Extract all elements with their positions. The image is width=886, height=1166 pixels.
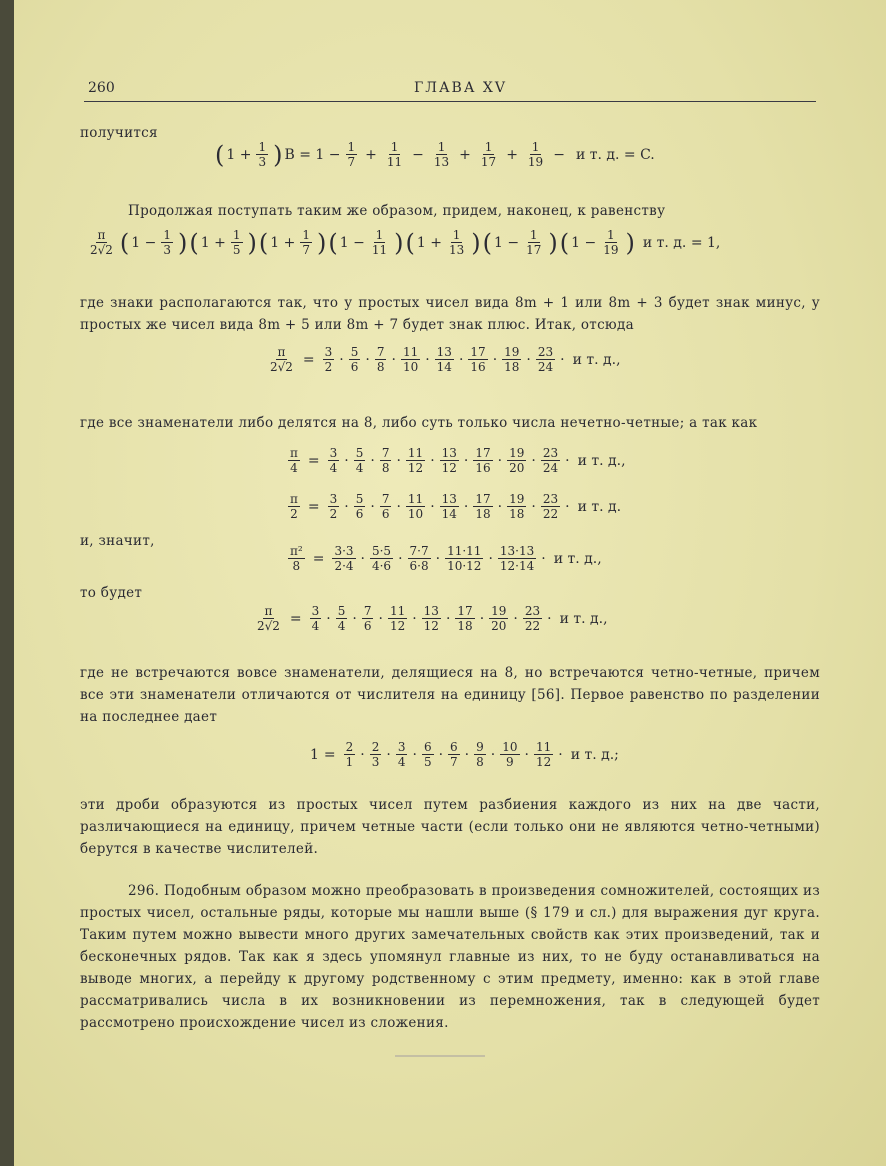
- equation-8: 1 = $\frac{2}{1}$ · $\frac{2}{3}$ · $\frac{3}{4}$ · $\frac{6}{5}$ · $\frac{6}{7}$ · $\frac{9}{8}$ · $\frac{10}{9}$ · $\frac{11}{12}$ · и т. д.;: [310, 740, 619, 769]
- equation-7: $\frac{\pi}{2√2}$ = $\frac{3}{4}$ · $\frac{5}{4}$ · $\frac{7}{6}$ · $\frac{11}{12}$ · $\frac{13}{12}$ · $\frac{17}{18}$ · $\frac{19}{20}$ · $\frac{23}{22}$ · и т. д.,: [257, 604, 608, 633]
- page-edge: [0, 0, 14, 1166]
- running-head: ГЛАВА XV: [414, 80, 507, 96]
- text-line: и, значит,: [80, 533, 155, 549]
- fraction: $\frac{1}{3}$: [258, 140, 267, 169]
- equation-5: $\frac{\pi}{2}$ = $\frac{3}{2}$ · $\frac{5}{6}$ · $\frac{7}{6}$ · $\frac{11}{10}$ · $\frac{13}{14}$ · $\frac{17}{18}$ · $\frac{19}{18}$ · $\frac{23}{22}$ · и т. д.: [290, 492, 622, 521]
- ink-mark: [395, 1055, 485, 1057]
- page-number: 260: [88, 80, 115, 96]
- equation-1: ( 1 + $\frac{1}{3}$ ) B = 1 − $\frac{1}{7}$ + $\frac{1}{11}$ − $\frac{1}{13}$ + $\frac{1}{17}$ + $\frac{1}{19}$ − и т. д. = C.: [215, 140, 655, 169]
- equation-tail: и т. д.: [577, 498, 622, 515]
- equation-tail: и т. д. = C.: [575, 146, 655, 163]
- text-line: Продолжая поступать таким же образом, придем, наконец, к равенству: [128, 203, 666, 219]
- paragraph: эти дроби образуются из простых чисел путем разбиения каждого из них на две части, различающиеся на единицу, причем четные части (если только они не являются четно-четными) берутся в качестве числителей.: [80, 797, 820, 857]
- equation-tail: и т. д.,: [559, 610, 608, 627]
- text-line: то будет: [80, 585, 143, 601]
- paragraph-296: 296. Подобным образом можно преобразовать в произведения сомножителей, состоящих из простых чисел, остальные ряды, которые мы нашли выше (§ 179 и сл.) для выражения дуг круга. Таким путем можно вывести много других замечательных свойств как этих произведений, так и бесконечных рядов. Так как я здесь упомянул главные из них, то не буду останавливаться на выводе многих, а перейду к другому родственному с этим предмету, именно: как в этой главе рассматривались числа в их возникновении из перемножения, так в следующей будет рассмотрено происхождение чисел из сложения.: [80, 883, 820, 1031]
- text-line: получится: [80, 125, 158, 141]
- header-rule: [84, 101, 816, 102]
- equation-3: $\frac{\pi}{2√2}$ = $\frac{3}{2}$ · $\frac{5}{6}$ · $\frac{7}{8}$ · $\frac{11}{10}$ · $\frac{13}{14}$ · $\frac{17}{16}$ · $\frac{19}{18}$ · $\frac{23}{24}$ · и т. д.,: [270, 345, 621, 374]
- equation-6: $\frac{\text{π²}}{8}$ = $\frac{3\cdot 3}{2\cdot 4}$ · $\frac{5\cdot 5}{4\cdot 6}$ · $\frac{7\cdot 7}{6\cdot 8}$ · $\frac{11\cdot 11}{10\cdot 12}$ · $\frac{13\cdot 13}{12\cdot 14}$ · и т. д.,: [290, 544, 602, 573]
- equation-tail: и т. д.,: [577, 452, 626, 469]
- equation-tail: и т. д.,: [572, 351, 621, 368]
- equation-tail: и т. д. = 1,: [642, 234, 721, 251]
- page-header: [84, 80, 816, 102]
- paragraph: где знаки располагаются так, что у простых чисел вида 8m + 1 или 8m + 3 будет знак минус, у простых же чисел вида 8m + 5 или 8m + 7 будет знак плюс. Итак, отсюда: [80, 295, 820, 333]
- equation-2: $\frac{\pi}{2√2}$ ( 1 − $\frac{1}{3}$ ) ( 1 + $\frac{1}{5}$ ) ( 1 + $\frac{1}{7}$ ) ( 1 − $\frac{1}{11}$ ) ( 1 + $\frac{1}{13}$ ) ( 1 − $\frac{1}{17}$ ) ( 1 − $\frac{1}{19}$ ) и т. д. = 1,: [90, 228, 721, 257]
- equation-tail: и т. д.,: [553, 550, 602, 567]
- equation-tail: и т. д.;: [570, 746, 619, 763]
- paragraph: где не встречаются вовсе знаменатели, делящиеся на 8, но встречаются четно-четные, причем все эти знаменатели отличаются от числителя на единицу [56]. Первое равенство по разделении на последнее дает: [80, 665, 820, 725]
- equation-4: $\frac{\pi}{4}$ = $\frac{3}{4}$ · $\frac{5}{4}$ · $\frac{7}{8}$ · $\frac{11}{12}$ · $\frac{13}{12}$ · $\frac{17}{16}$ · $\frac{19}{20}$ · $\frac{23}{24}$ · и т. д.,: [290, 446, 626, 475]
- paragraph: где все знаменатели либо делятся на 8, либо суть только числа нечетно-четные; а так как: [80, 415, 758, 431]
